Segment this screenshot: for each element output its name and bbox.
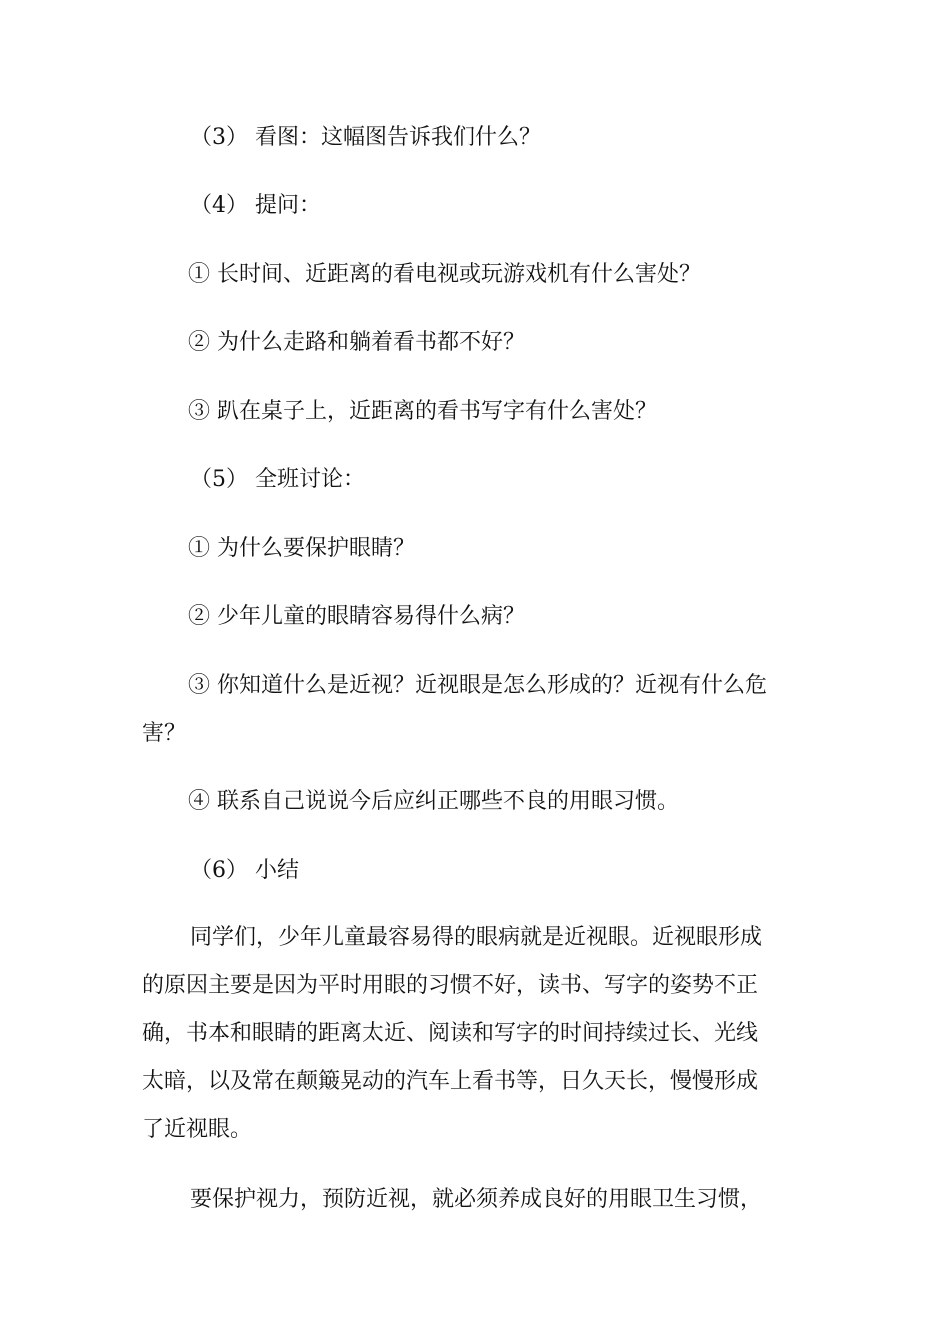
discussion-3-line-1: ③ 你知道什么是近视？近视眼是怎么形成的？近视有什么危 xyxy=(188,673,767,698)
summary-row-4: 太暗，以及常在颠簸晃动的汽车上看书等，日久天长，慢慢形成 xyxy=(142,1069,759,1094)
discussion-1: ① 为什么要保护眼睛？ xyxy=(188,536,415,561)
item-5-heading: （5） 全班讨论： xyxy=(190,467,365,492)
summary-row-2: 的原因主要是因为平时用眼的习惯不好，读书、写字的姿势不正 xyxy=(142,973,759,998)
item-6-heading: （6） 小结 xyxy=(190,858,299,883)
closing-paragraph: 要保护视力，预防近视，就必须养成良好的用眼卫生习惯， xyxy=(190,1187,763,1212)
discussion-3-line-2: 害？ xyxy=(142,721,187,746)
discussion-2: ② 少年儿童的眼睛容易得什么病？ xyxy=(188,604,525,629)
item-3-heading: （3） 看图：这幅图告诉我们什么？ xyxy=(190,125,541,150)
question-3: ③ 趴在桌子上，近距离的看书写字有什么害处？ xyxy=(188,399,657,424)
question-2: ② 为什么走路和躺着看书都不好？ xyxy=(188,330,525,355)
discussion-4: ④ 联系自己说说今后应纠正哪些不良的用眼习惯。 xyxy=(188,789,679,814)
summary-row-5: 了近视眼。 xyxy=(142,1117,253,1142)
summary-row-1: 同学们，少年儿童最容易得的眼病就是近视眼。近视眼形成 xyxy=(190,925,763,950)
item-4-heading: （4） 提问： xyxy=(190,193,321,218)
question-1: ① 长时间、近距离的看电视或玩游戏机有什么害处？ xyxy=(188,262,701,287)
summary-row-3: 确，书本和眼睛的距离太近、阅读和写字的时间持续过长、光线 xyxy=(142,1021,759,1046)
